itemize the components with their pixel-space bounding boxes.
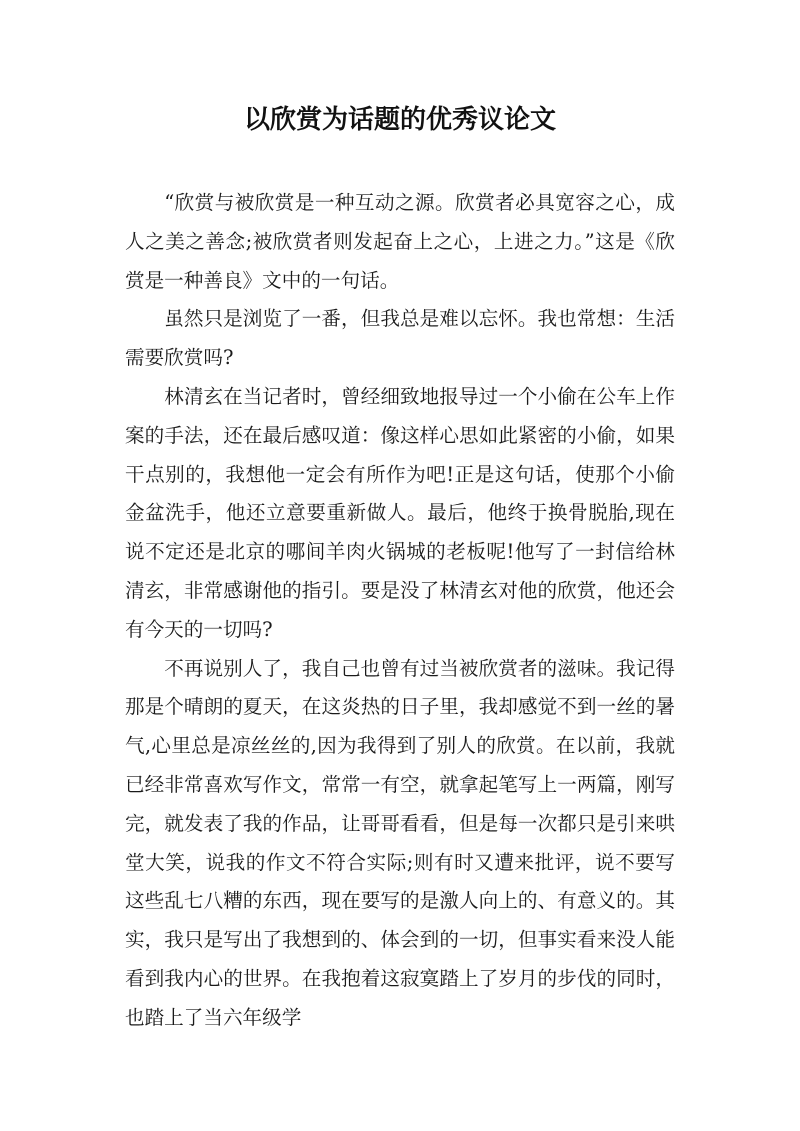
paragraph-3: 林清玄在当记者时，曾经细致地报导过一个小偷在公车上作案的手法，还在最后感叹道：像这样心思如此紧密的小偷，如果干点别的，我想他一定会有所作为吧!正是这句话，使那个小偷金盆洗手，他还立意要重新做人。最后，他终于换骨脱胎,现在说不定还是北京的哪间羊肉火锅城的老板呢!他写了一封信给林清玄，非常感谢他的指引。要是没了林清玄对他的欣赏，他还会有今天的一切吗? [125,384,675,641]
paragraph-2: 虽然只是浏览了一番，但我总是难以忘怀。我也常想：生活需要欣赏吗? [125,307,675,370]
paragraph-1: “欣赏与被欣赏是一种互动之源。欣赏者必具宽容之心，成人之美之善念;被欣赏者则发起奋上之心，上进之力。”这是《欣赏是一种善良》文中的一句话。 [125,191,675,292]
document-title: 以欣赏为话题的优秀议论文 [243,105,556,135]
document-body [125,184,675,1038]
paragraph-4: 不再说别人了，我自己也曾有过当被欣赏者的滋味。我记得那是个晴朗的夏天，在这炎热的日子里，我却感觉不到一丝的暑气,心里总是凉丝丝的,因为我得到了别人的欣赏。在以前，我就已经非常喜欢写作文，常常一有空，就拿起笔写上一两篇，刚写完，就发表了我的作品，让哥哥看看，但是每一次都只是引来哄堂大笑，说我的作文不符合实际;则有时又遭来批评，说不要写这些乱七八糟的东西，现在要写的是激人向上的、有意义的。其实，我只是写出了我想到的、体会到的一切，但事实看来没人能看到我内心的世界。在我抱着这寂寞踏上了岁月的步伐的同时，也踏上了当六年级学 [125,656,675,1029]
